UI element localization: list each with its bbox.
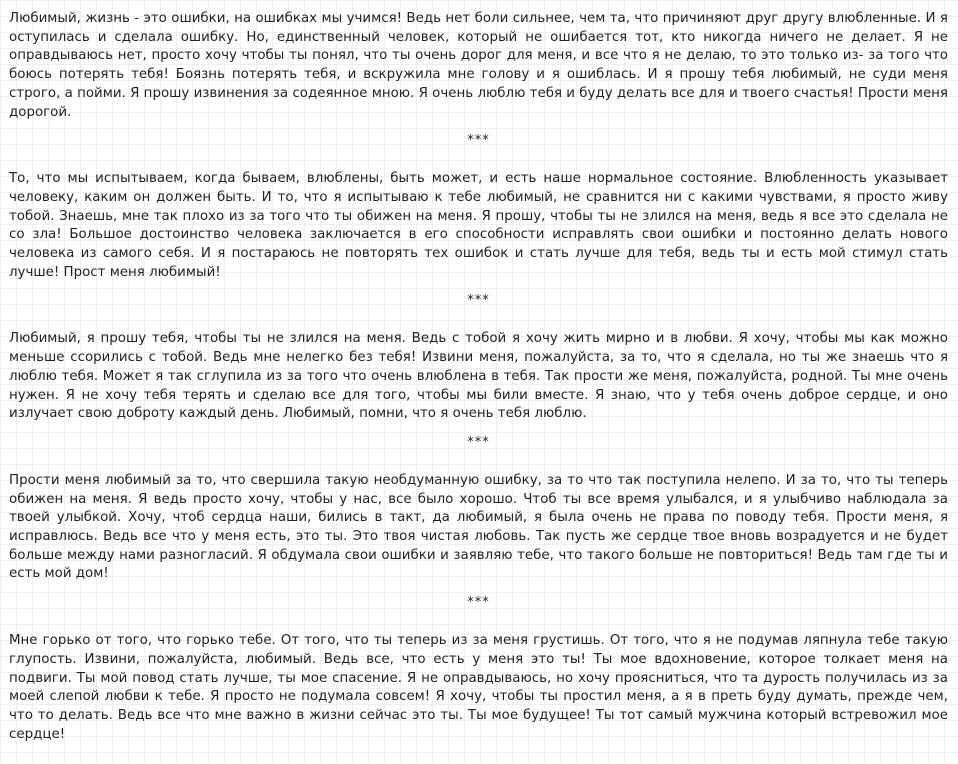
paragraph-1: Любимый, жизнь - это ошибки, на ошибках мы учимся! Ведь нет боли сильнее, чем та, что причиняют друг другу влюбленные. И я оступилась и сделала ошибку. Но, единственный человек, который не ошибается тот, кто никогда ничего не делает. Я не оправдываюсь нет, просто хочу чтобы ты понял, что ты очень дорог для меня, и все что я не делаю, то это только из- за того что боюсь потерять тебя! Боязнь потерять тебя, и вскружила мне голову и я ошиблась. И я прошу тебя любимый, не суди меня строго, а пойми. Я прошу извинения за содеянное мною. Я очень люблю тебя и буду делать все для и твоего счастья! Прости меня дорогой. <box>9 11 948 120</box>
separator-4: *** <box>467 595 490 611</box>
paragraph-3: Любимый, я прошу тебя, чтобы ты не злился на меня. Ведь с тобой я хочу жить мирно и в любви. Я хочу, чтобы мы как можно меньше ссорились с тобой. Ведь мне нелегко без тебя! Извини меня, пожалуйста, за то, что я сделала, но ты же знаешь что я люблю тебя. Может я так сглупила из за того что очень влюблена в тебя. Так прости же меня, пожалуйста, родной. Ты мне очень нужен. Я не хочу тебя терять и сделаю все для того, чтобы мы били вместе. Я знаю, что у тебя очень доброе сердце, и оно излучает свою доброту каждый день. Любимый, помни, что я очень тебя люблю. <box>9 331 948 422</box>
paragraph-4: Прости меня любимый за то, что свершила такую необдуманную ошибку, за то что так поступила нелепо. И за то, что ты теперь обижен на меня. Я ведь просто хочу, чтобы у нас, все было хорошо. Чтоб ты все время улыбался, и я улыбчиво наблюдала за твоей улыбкой. Хочу, чтоб сердца наши, бились в такт, да любимый, я была очень не права по поводу тебя. Прости меня, я исправлюсь. Ведь все что у меня есть, это ты. Это твоя чистая любовь. Так пусть же сердце твое вновь возрадуется и не будет больше между нами разногласий. Я обдумала свои ошибки и заявляю тебе, что такого больше не повториться! Ведь там где ты и есть мой дом! <box>9 472 948 582</box>
paragraph-2: То, что мы испытываем, когда бываем, влюблены, быть может, и есть наше нормальное состояние. Влюбленность указывает человеку, каким он должен быть. И то, что я испытываю к тебе любимый, не сравнится ни с какими чувствами, я просто живу тобой. Знаешь, мне так плохо из за того что ты обижен на меня. Я прошу, чтобы ты не злился на меня, ведь я все это сделала не со зла! Большое достоинство человека заключается в его способности исправлять свои ошибки и постоянно делать нового человека из самого себя. И я постараюсь не повторять тех ошибок и стать лучше для тебя, ведь ты и есть мой стимул стать лучше! Прост меня любимый! <box>9 171 948 280</box>
separator-1: *** <box>467 133 490 149</box>
paragraph-5: Мне горько от того, что горько тебе. От того, что ты теперь из за меня грустишь. От того, что я не подумав ляпнула тебе такую глупость. Извини, пожалуйста, любимый. Ведь все, что есть у меня это ты! Ты мое вдохновение, которое толкает меня на подвиги. Ты мой повод стать лучше, ты мое спасение. Я не оправдываюсь, но хочу проясниться, что та дурость получилась из за моей слепой любви к тебе. Я просто не подумала совсем! Я хочу, чтобы ты простил меня, а я в преть буду думать, прежде чем, что то делать. Ведь все что мне важно в жизни сейчас это ты. Ты мое будущее! Ты тот самый мужчина который встревожил мое сердце! <box>9 633 948 742</box>
separator-3: *** <box>467 434 490 450</box>
separator-2: *** <box>467 293 490 309</box>
